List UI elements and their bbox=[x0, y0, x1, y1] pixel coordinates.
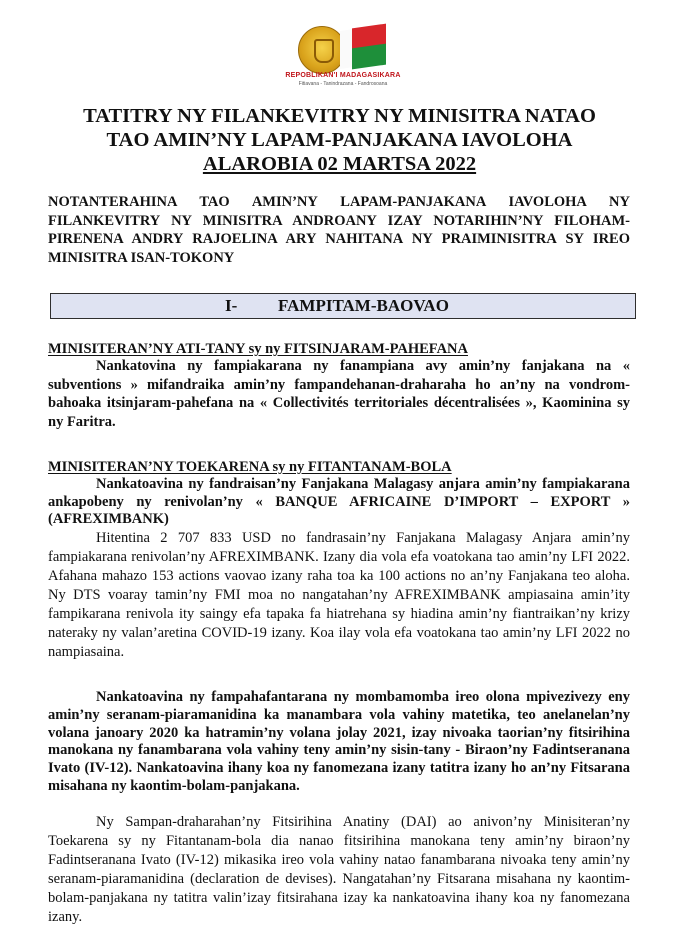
ministry-heading-interior: MINISITERAN’NY ATI-TANY sy ny FITSINJARAM-PAHEFANA bbox=[48, 341, 468, 357]
section-number: I- bbox=[225, 296, 238, 315]
paragraph-travellers-declaration: Nankatoavina ny fampahafantarana ny mombamomba ireo olona mpivezivezy eny amin’ny seranam-piaramanidina ka manambara vola vahiny matetika, teo anelanelan’ny volana janoary 2020 ka hatramin’ny volana jolay 2021, izay nivoaka taorian’ny fitsirihina manokana ny fanambarana vola vahiny teny amin’ny sisin-tany - Biraon’ny Fadintseranana Ivato (IV-12). Nankatoavina ihany koa ny fanomezana izany tatitra izany ho an’ny Fitsarana misahana ny kaontim-bolam-panjakana. bbox=[48, 689, 630, 794]
paragraph-dai-audit: Ny Sampan-draharahan’ny Fitsirihina Anatiny (DAI) ao anivon’ny Minisiteran’ny Toekarena sy ny Fitantanam-bola dia nanao fitsirihina manokana teny amin’ny biraon’ny Fadintseranana Ivato (IV-12) mikasika ireo vola vahiny natao fanambarana nivoaka teny amin’ny seranam-piaramanidina (declaration de devises). Nangatahan’ny Fitsarana misahana ny kaontim-bolam-panjakana ny tatitra valin’izay fitsirahana izay ka nankatoavina ihany koa ny fanomezana izany. bbox=[48, 814, 630, 925]
logo-title: REPOBLIKAN'I MADAGASIKARA bbox=[285, 72, 401, 79]
section-header bbox=[50, 293, 636, 319]
report-date: ALAROBIA 02 MARTSA 2022 bbox=[202, 153, 477, 175]
paragraph-subventions: Nankatovina ny fampiakarana ny fanampiana avy amin’ny fanjakana na « subventions » mifandraika amin’ny fampandehanan-draharaha ho an’ny na vondrom-bahoaka itsinjaram-pahefana na « Collectivités territoriales décentralisées », Kaominina sy ny Faritra. bbox=[48, 358, 630, 430]
intro-paragraph: NOTANTERAHINA TAO AMIN’NY LAPAM-PANJAKANA IAVOLOHA NY FILANKEVITRY NY MINISITRA ANDROANY IZAY NOTARIHIN’NY FILOHAM-PIRENENA ANDRY RAJOELINA ARY NAHITANA NY PRAIMINISITRA SY IREO MINISITRA ISAN-TOKONY bbox=[48, 194, 630, 266]
republic-logo bbox=[268, 16, 418, 90]
logo-motto: Fitiavana - Tanindrazana - Fandrosoana bbox=[298, 81, 388, 87]
report-title-line-2: TAO AMIN’NY LAPAM-PANJAKANA IAVOLOHA bbox=[106, 129, 573, 151]
ministry-heading-economy: MINISITERAN’NY TOEKARENA sy ny FITANTANAM-BOLA bbox=[48, 459, 452, 475]
paragraph-afreximbank-details: Hitentina 2 707 833 USD no fandrasain’ny Fanjakana Malagasy Anjara amin’ny fampiakarana renivolan’ny AFREXIMBANK. Izany dia vola efa voatokana tao amin’ny LFI 2022. Afahana mahazo 153 actions vaovao izany raha toa ka 100 actions no an’ny Fanjakana teo aloha. Ny DTS voaray tamin’ny FMI moa no nangatahan’ny AFREXIMBANK ampiasaina amin’ity fampikarana renivola ity saingy efa tapaka fa hiatrehana sy hiadina amin’ny fiantraikan’ny krizy nateraky ny valan’aretina COVID-19 izany. Koa ilay vola efa voatokana tao amin’ny LFI 2022 no nampiasaina. bbox=[48, 530, 630, 660]
section-title: FAMPITAM-BAOVAO bbox=[278, 296, 449, 315]
paragraph-afreximbank-decision: Nankatoavina ny fandraisan’ny Fanjakana Malagasy anjara amin’ny fampiakarana ankapobeny ny renivolan’ny « BANQUE AFRICAINE D’IMPORT – EXPORT » (AFREXIMBANK) bbox=[48, 476, 630, 527]
report-title-line-1: TATITRY NY FILANKEVITRY NY MINISITRA NATAO bbox=[83, 105, 596, 127]
seal-icon bbox=[298, 26, 346, 74]
